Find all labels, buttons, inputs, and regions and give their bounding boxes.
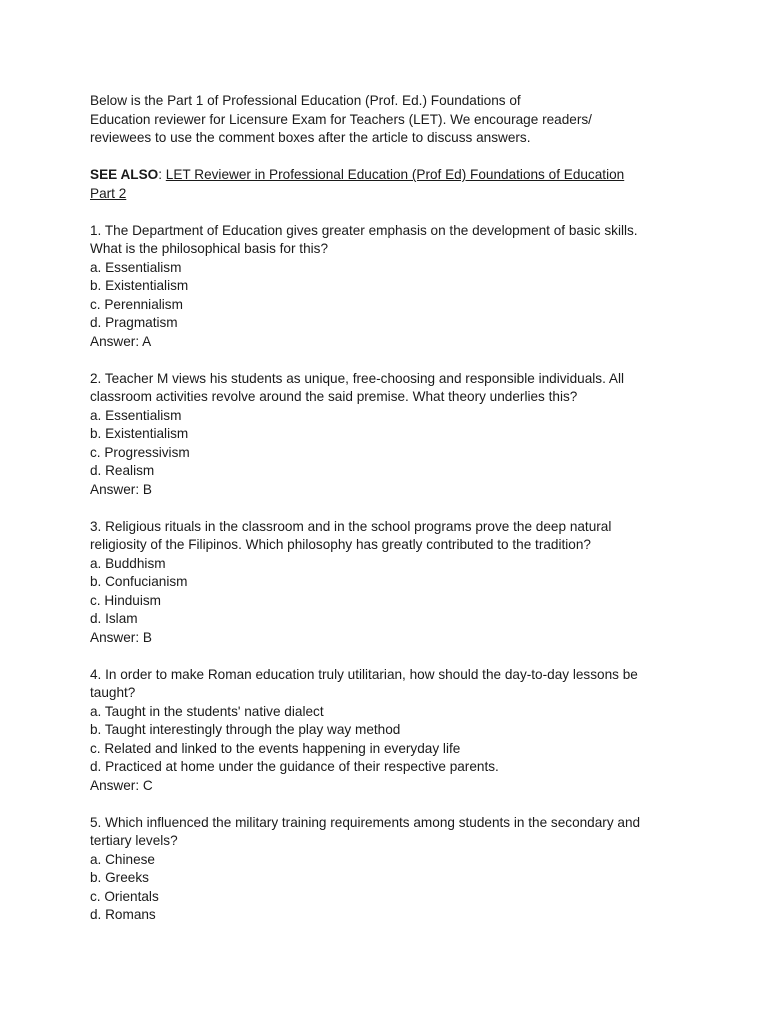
question-3 xyxy=(90,518,690,648)
question-text: 2. Teacher M views his students as unique, free-choosing and responsible individuals. All xyxy=(90,370,624,386)
question-5 xyxy=(90,814,690,925)
correct-answer: Answer: A xyxy=(90,333,152,349)
answer-option: a. Taught in the students' native dialect xyxy=(90,703,324,719)
question-text: 4. In order to make Roman education truly utilitarian, how should the day-to-day lessons be xyxy=(90,666,638,682)
question-text: tertiary levels? xyxy=(90,833,178,848)
answer-option: c. Hinduism xyxy=(90,592,162,608)
answer-option: b. Existentialism xyxy=(90,426,189,441)
see-also-link-continued[interactable]: Part 2 xyxy=(90,185,127,201)
question-text: classroom activities revolve around the said premise. What theory underlies this? xyxy=(90,389,578,404)
answer-option: c. Orientals xyxy=(90,888,159,904)
answer-option: d. Islam xyxy=(90,611,138,626)
answer-option: b. Existentialism xyxy=(90,278,189,293)
question-text: 1. The Department of Education gives greater emphasis on the development of basic skills. xyxy=(90,222,638,238)
see-also-block xyxy=(90,166,690,203)
document-body xyxy=(90,92,690,925)
question-1 xyxy=(90,222,690,352)
answer-option: d. Pragmatism xyxy=(90,315,178,330)
correct-answer: Answer: B xyxy=(90,481,152,497)
see-also-separator: : xyxy=(158,167,166,182)
answer-option: c. Perennialism xyxy=(90,296,183,312)
question-2 xyxy=(90,370,690,500)
answer-option: d. Practiced at home under the guidance of their respective parents. xyxy=(90,759,499,774)
answer-option: a. Buddhism xyxy=(90,555,166,571)
answer-option: c. Progressivism xyxy=(90,444,190,460)
question-text: religiosity of the Filipinos. Which philosophy has greatly contributed to the tradition? xyxy=(90,537,591,552)
correct-answer: Answer: C xyxy=(90,777,153,793)
intro-paragraph xyxy=(90,92,690,148)
answer-option: a. Chinese xyxy=(90,851,155,867)
question-text: What is the philosophical basis for this? xyxy=(90,241,329,256)
question-4 xyxy=(90,666,690,796)
answer-option: a. Essentialism xyxy=(90,407,182,423)
correct-answer: Answer: B xyxy=(90,629,152,645)
answer-option: a. Essentialism xyxy=(90,259,182,275)
answer-option: b. Taught interestingly through the play way method xyxy=(90,722,401,737)
intro-line: Below is the Part 1 of Professional Education (Prof. Ed.) Foundations of xyxy=(90,93,521,108)
see-also-link[interactable]: LET Reviewer in Professional Education (Prof Ed) Foundations of Education xyxy=(165,167,625,182)
question-text: 5. Which influenced the military training requirements among students in the secondary and xyxy=(90,814,641,830)
answer-option: b. Greeks xyxy=(90,870,149,885)
answer-option: b. Confucianism xyxy=(90,574,188,589)
see-also-label: SEE ALSO xyxy=(90,167,159,182)
question-text: taught? xyxy=(90,685,136,700)
question-text: 3. Religious rituals in the classroom and in the school programs prove the deep natural xyxy=(90,518,612,534)
intro-line: reviewees to use the comment boxes after the article to discuss answers. xyxy=(90,130,531,145)
answer-option: c. Related and linked to the events happening in everyday life xyxy=(90,740,461,756)
answer-option: d. Realism xyxy=(90,463,155,478)
intro-line: Education reviewer for Licensure Exam for Teachers (LET). We encourage readers/ xyxy=(90,111,592,127)
answer-option: d. Romans xyxy=(90,907,156,922)
